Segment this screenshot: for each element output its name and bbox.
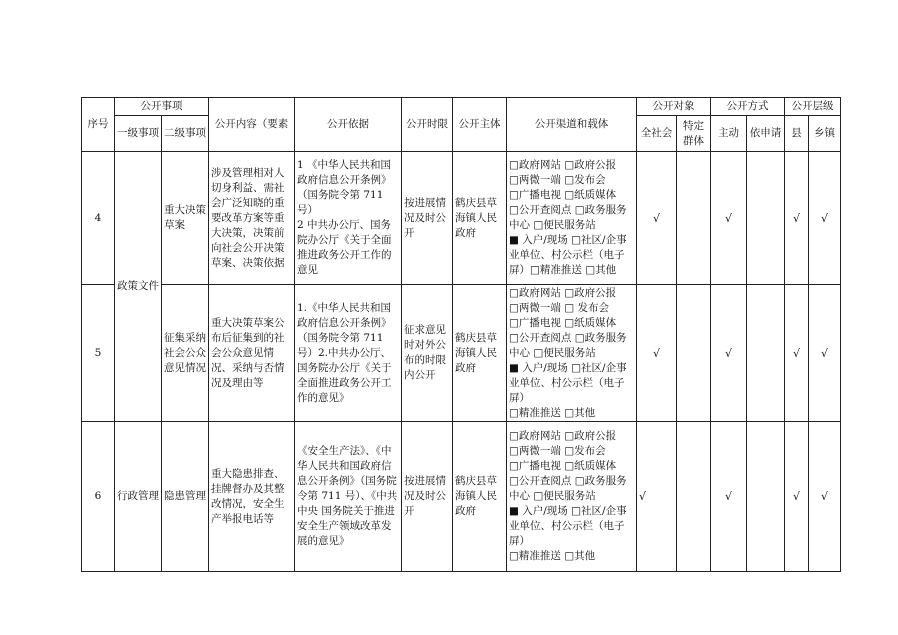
row-content: 涉及管理相对人切身利益、需社会广泛知晓的重要改革方案等重大决策，决策前向社会公开决策草案、决策依据 [209, 152, 295, 285]
channel-line: ■ 入户/现场 □社区/企事业单位、村公示栏（电子屏） [509, 361, 627, 404]
row-subject: 鹤庆县草海镇人民政府 [453, 422, 507, 572]
header-target-all: 全社会 [637, 116, 677, 152]
header-subject: 公开主体 [453, 98, 507, 152]
mark-target-all: √ [637, 285, 677, 422]
disclosure-table [81, 97, 841, 572]
mark-level-town: √ [809, 285, 841, 422]
row-channel [507, 285, 637, 422]
row-seq: 6 [82, 422, 115, 572]
header-target-special: 特定群体 [677, 116, 711, 152]
row-time: 按进展情况及时公开 [402, 422, 453, 572]
channel-line: □政府网站 □政府公报 [509, 430, 617, 442]
row-channel [507, 422, 637, 572]
channel-line: □广播电视 □纸质媒体 [509, 316, 617, 329]
header-level-town: 乡镇 [809, 116, 841, 152]
row-basis [295, 422, 402, 572]
row-time: 征求意见时对外公布的时限内公开 [402, 285, 453, 422]
channel-line: □精准推送 □其他 [509, 550, 596, 562]
header-matter: 公开事项 [115, 98, 209, 116]
group-level1: 政策文件 [115, 152, 162, 422]
channel-line: □公开查阅点 □政务服务中心 □便民服务站 [509, 204, 627, 231]
header-level2: 二级事项 [162, 116, 209, 152]
header-level1: 一级事项 [115, 116, 162, 152]
table-row [82, 422, 841, 572]
table-row [82, 285, 841, 422]
row-basis-text: 《安全生产法》、《中华人民共和国政府信息公开条例》（国务院令第 711 号）、《中共中央 国务院关于推进安全生产领域改革发 展的意见》 [297, 445, 398, 547]
channel-line: □广播电视 □纸质媒体 [509, 460, 617, 472]
channel-line: □两微一端 □ 发布会 [509, 301, 610, 314]
row-basis [295, 152, 402, 285]
row-seq: 4 [82, 152, 115, 285]
channel-line: □政府网站 □政府公报 [509, 286, 617, 299]
mark-method-active: √ [711, 285, 747, 422]
channel-line: ■ 入户/现场 □社区/企事业单位、村公示栏（电子屏）□精准推送 □其他 [509, 234, 627, 276]
row-level2: 重大决策草案 [162, 152, 209, 285]
mark-target-special [677, 152, 711, 285]
row-channel [507, 152, 637, 285]
channel-line: □政府网站 □政府公报 [509, 159, 617, 171]
mark-method-active: √ [711, 152, 747, 285]
row-level1: 行政管理 [115, 422, 162, 572]
mark-method-apply [747, 152, 785, 285]
mark-level-town: √ [809, 422, 841, 572]
mark-target-all: √ [637, 422, 677, 572]
header-method-active: 主动 [711, 116, 747, 152]
table-row [82, 152, 841, 285]
row-content: 重大决策草案公布后征集到的社会公众意见情况、采纳与否情况及理由等 [209, 285, 295, 422]
mark-level-county: √ [785, 285, 809, 422]
channel-line: □两微一端 □发布会 [509, 445, 606, 457]
row-content: 重大隐患排查、挂牌督办及其整改情况，安全生产举报电话等 [209, 422, 295, 572]
header-level-county: 县 [785, 116, 809, 152]
header-method: 公开方式 [711, 98, 785, 116]
row-level2: 征集采纳社会公众意见情况 [162, 285, 209, 422]
channel-line: □公开查阅点 □政务服务中心 □便民服务站 [509, 475, 627, 502]
mark-method-active: √ [711, 422, 747, 572]
channel-line: □两微一端 □发布会 [509, 174, 606, 186]
header-content: 公开内容（要素 [209, 98, 295, 152]
header-target: 公开对象 [637, 98, 711, 116]
mark-level-county: √ [785, 152, 809, 285]
header-method-apply: 依申请 [747, 116, 785, 152]
row-subject: 鹤庆县草海镇人民政府 [453, 285, 507, 422]
header-level: 公开层级 [785, 98, 841, 116]
header-time: 公开时限 [402, 98, 453, 152]
row-seq: 5 [82, 285, 115, 422]
mark-target-special [677, 285, 711, 422]
mark-method-apply [747, 422, 785, 572]
row-subject: 鹤庆县草海镇人民政府 [453, 152, 507, 285]
row-time: 按进展情况及时公开 [402, 152, 453, 285]
channel-line: □广播电视 □纸质媒体 [509, 189, 617, 201]
mark-target-special [677, 422, 711, 572]
channel-line: ■ 入户/现场 □社区/企事业单位、村公示栏（电子屏） [509, 505, 627, 547]
row-basis: 1.《中华人民共和国政府信息公开条例》（国务院令第 711 号）2.中共办公厅、国务院办公厅《关于全面推进政务公开工作的意见》 [295, 285, 402, 422]
mark-level-town: √ [809, 152, 841, 285]
mark-target-all: √ [637, 152, 677, 285]
row-basis-text: 1 《中华人民共和国政府信息公开条例》（国务院令第 711号） 2 中共办公厅、国务院办公厅《关于全面推进政务公开工作的意见 [297, 159, 392, 276]
channel-line: □公开查阅点 □政务服务中心 □便民服务站 [509, 331, 627, 359]
mark-level-county: √ [785, 422, 809, 572]
header-basis: 公开依据 [295, 98, 402, 152]
mark-method-apply [747, 285, 785, 422]
header-seq: 序号 [82, 98, 115, 152]
header-channel: 公开渠道和载体 [507, 98, 637, 152]
channel-line: □精准推送 □其他 [509, 406, 596, 419]
row-level2: 隐患管理 [162, 422, 209, 572]
